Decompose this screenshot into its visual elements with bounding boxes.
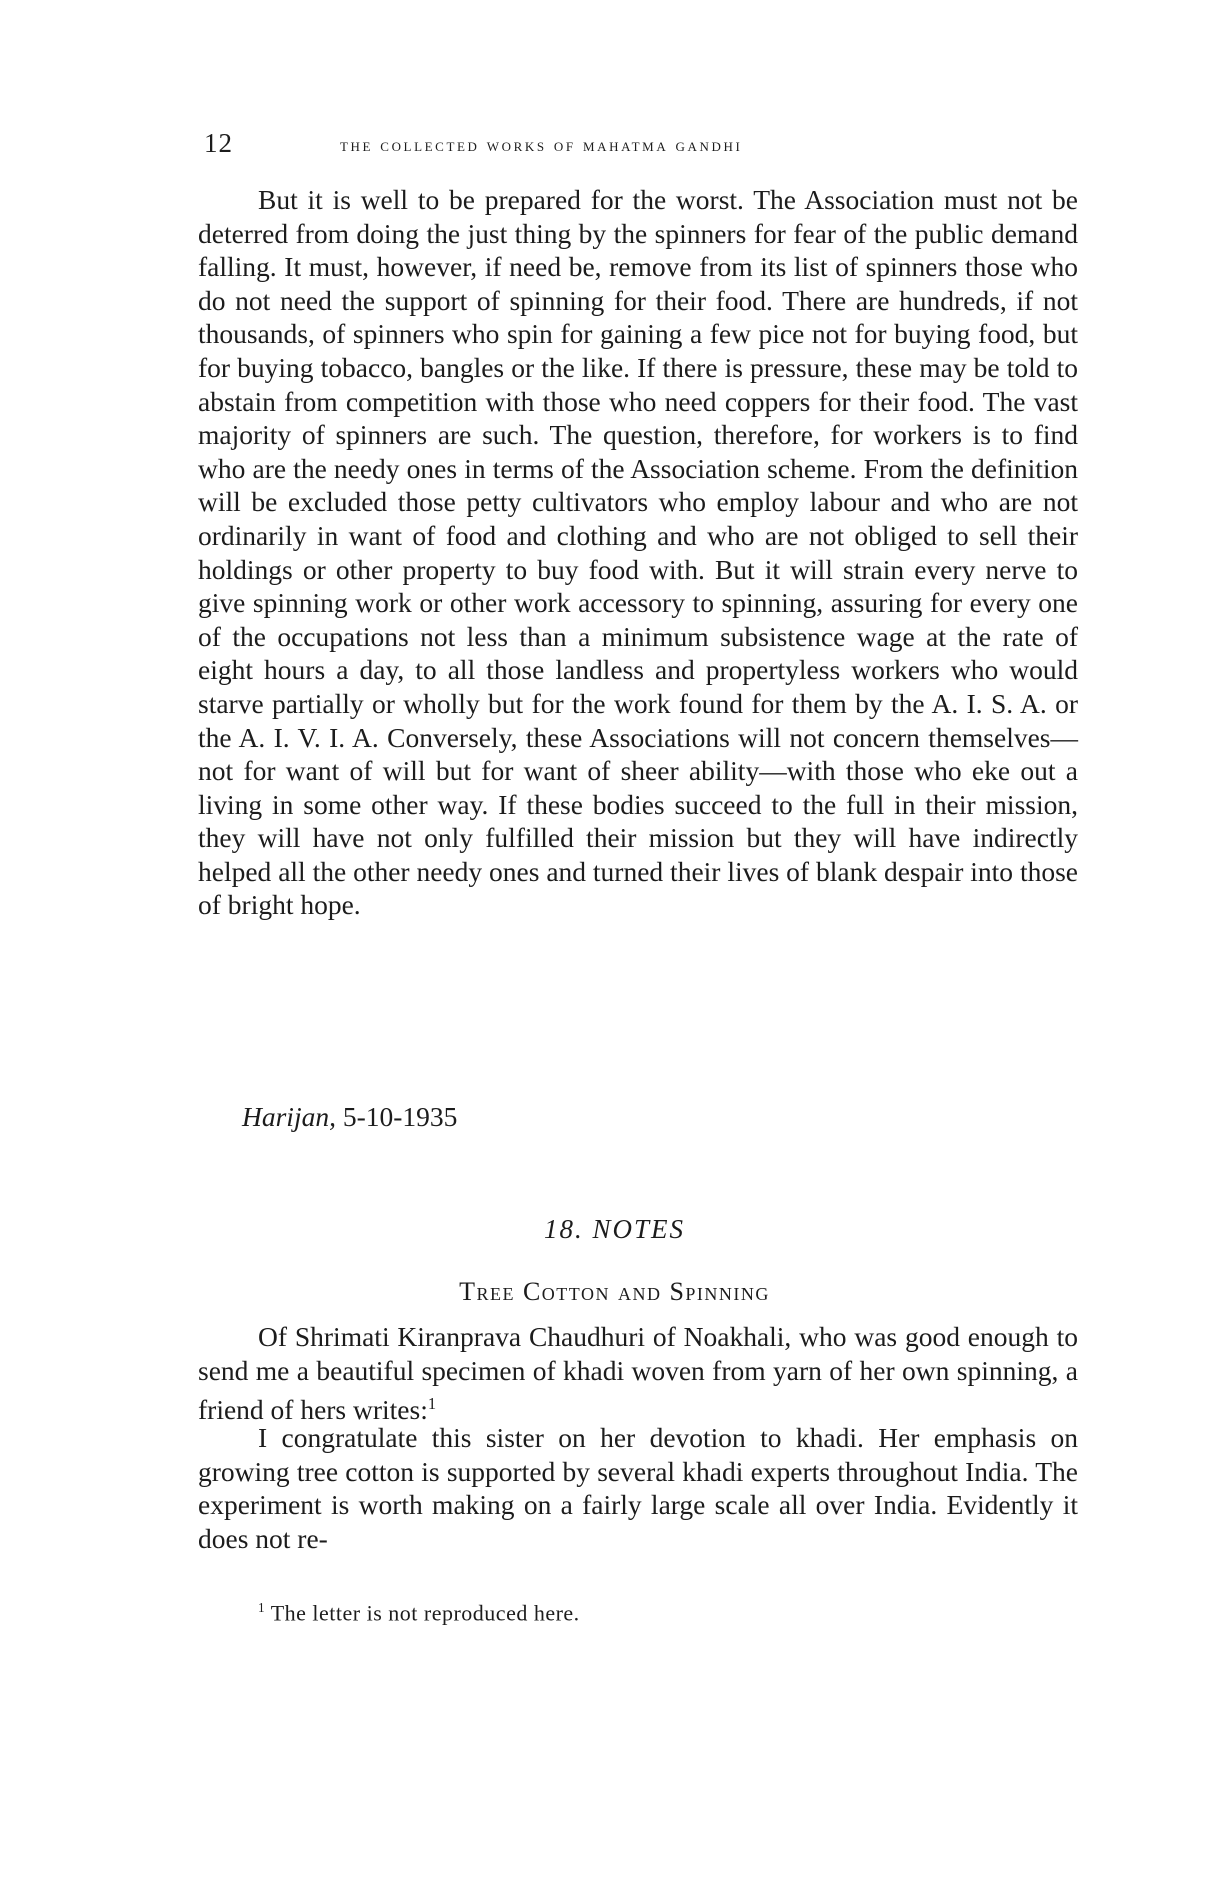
body-paragraph-1 [198,183,1078,922]
source-publication: Harijan, [242,1101,336,1132]
body-paragraph-2 [198,1320,1078,1427]
paragraph-text-2 [198,1320,1078,1427]
paragraph-text-3: I congratulate this sister on her devotion to khadi. Her emphasis on growing tree cotton is supported by several khadi experts throughout India. The experiment is worth making on a fairly large scale all over India. Evidently it does not re- [198,1422,1078,1554]
source-line [242,1101,457,1133]
section-title: 18. NOTES [543,1214,686,1244]
subsection-title: Tree Cotton and Spinning [459,1277,770,1306]
footnote-marker: 1 [258,1600,266,1615]
source-date: 5-10-1935 [342,1101,458,1132]
paragraph-text: But it is well to be prepared for the worst. The Association must not be deterred from doing the just thing by the spinners for fear of the public demand falling. It must, however, if need be, remove from its list of spinners those who do not need the support of spinning for their food. There are hundreds, if not thousands, of spinners who spin for gaining a few pice not for buying food, but for buying tobacco, bangles or the like. If there is pressure, these may be told to abstain from competition with those who need coppers for their food. The vast majority of spinners are such. The question, therefore, for workers is to find who are the needy ones in terms of the Association scheme. From the definition will be excluded those petty cultivators who employ labour and who are not ordinarily in want of food and clothing and who are not obliged to sell their holdings or other property to buy food with. But it will strain every nerve to give spinning work or other work accessory to spinning, assuring for every one of the occupations not less than a minimum subsistence wage at the rate of eight hours a day, to all those landless and propertyless workers who would starve partially or wholly but for the work found for them by the A. I. S. A. or the A. I. V. I. A. Conversely, these Associations will not concern themselves—not for want of will but for want of sheer ability—with those who eke out a living in some other way. If these bodies succeed to the full in their mission, they will have not only fulfilled their mission but they will have indirectly helped all the other needy ones and turned their lives of blank despair into those of bright hope. [198,184,1078,921]
footnote-reference: 1 [427,1394,437,1414]
footnote-text: The letter is not reproduced here. [270,1600,580,1626]
body-paragraph-3 [198,1421,1078,1555]
footnote [258,1600,580,1626]
running-head: the collected works of mahatma gandhi [340,136,743,156]
page-number: 12 [204,128,233,158]
paragraph-text-2-content: Of Shrimati Kiranprava Chaudhuri of Noakhali, who was good enough to send me a beautiful specimen of khadi woven from yarn of her own spinning, a friend of hers writes: [198,1321,1078,1426]
